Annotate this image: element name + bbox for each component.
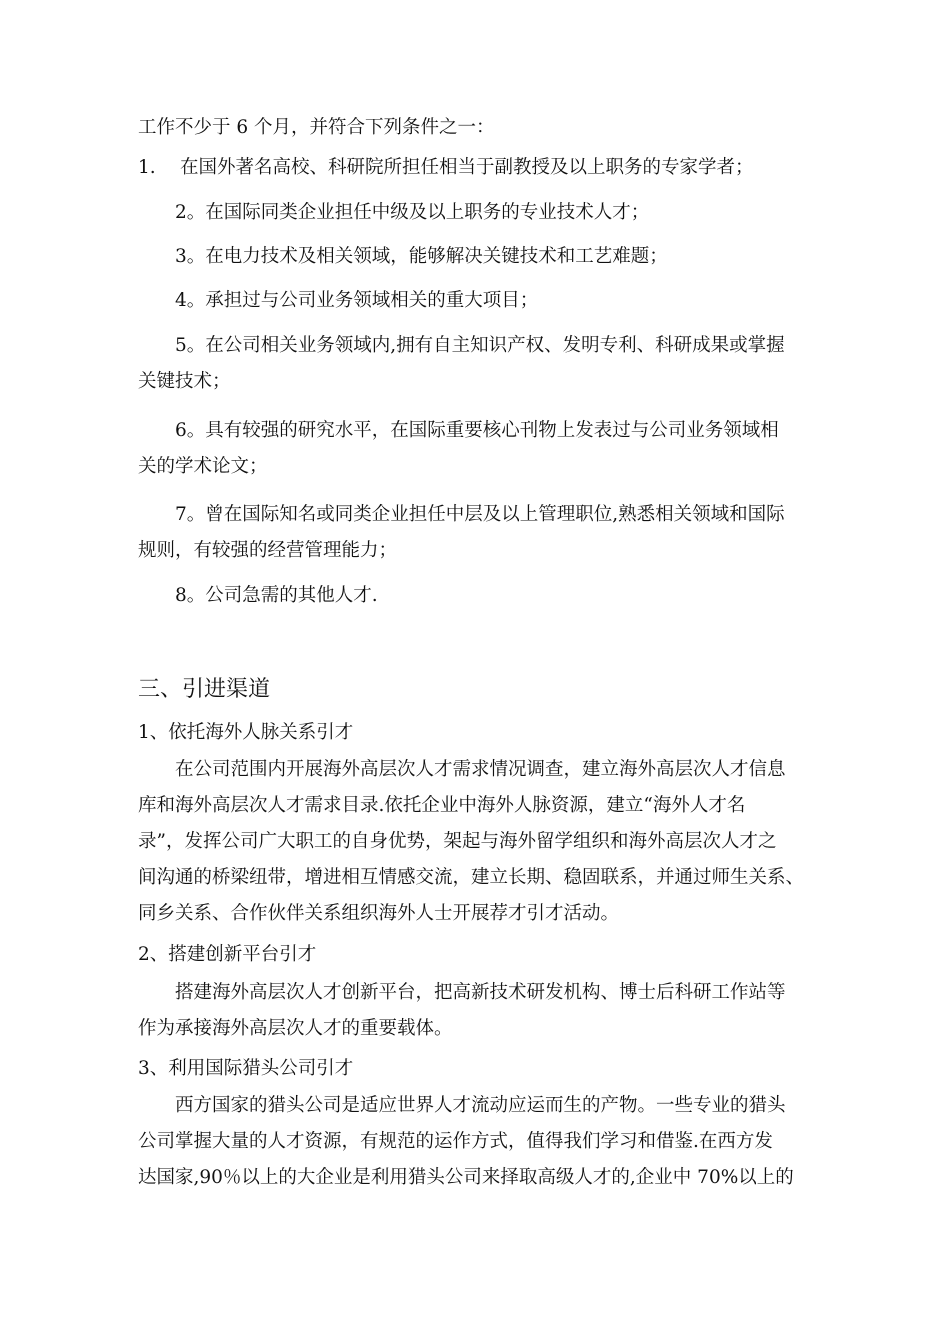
criteria-item-1: 1. 在国外著名高校、科研院所担任相当于副教授及以上职务的专家学者； — [138, 157, 754, 178]
criteria-item-7-line-2: 规则，有较强的经营管理能力； — [138, 540, 398, 561]
criteria-item-6-line-2: 关的学术论文； — [138, 456, 268, 477]
subsection-3-line-3: 达国家,90％以上的大企业是利用猎头公司来择取高级人才的,企业中 70%以上的 — [138, 1167, 794, 1188]
subsection-1-line-1: 在公司范围内开展海外高层次人才需求情况调查，建立海外高层次人才信息 — [175, 759, 786, 780]
criteria-item-6-line-1: 6。具有较强的研究水平，在国际重要核心刊物上发表过与公司业务领域相 — [175, 420, 779, 441]
criteria-item-8: 8。公司急需的其他人才. — [175, 585, 378, 606]
subsection-2-line-1: 搭建海外高层次人才创新平台，把高新技术研发机构、博士后科研工作站等 — [175, 982, 786, 1003]
criteria-item-4: 4。承担过与公司业务领域相关的重大项目； — [175, 290, 539, 311]
subsection-1-line-2: 库和海外高层次人才需求目录.依托企业中海外人脉资源，建立“海外人才名 — [138, 795, 746, 816]
criteria-item-7-line-1: 7。曾在国际知名或同类企业担任中层及以上管理职位,熟悉相关领域和国际 — [175, 504, 785, 525]
section-title: 三、引进渠道 — [138, 677, 271, 702]
criteria-item-3: 3。在电力技术及相关领域，能够解决关键技术和工艺难题； — [175, 246, 668, 267]
subsection-1-line-5: 同乡关系、合作伙伴关系组织海外人士开展荐才引才活动。 — [138, 903, 620, 924]
subsection-3-line-2: 公司掌握大量的人才资源，有规范的运作方式，值得我们学习和借鉴.在西方发 — [138, 1131, 773, 1152]
subsection-3-line-1: 西方国家的猎头公司是适应世界人才流动应运而生的产物。一些专业的猎头 — [175, 1095, 786, 1116]
criteria-intro: 工作不少于 6 个月，并符合下列条件之一： — [138, 117, 495, 138]
criteria-item-5-line-2: 关键技术； — [138, 371, 231, 392]
criteria-item-2: 2。在国际同类企业担任中级及以上职务的专业技术人才； — [175, 202, 650, 223]
subsection-2-line-2: 作为承接海外高层次人才的重要载体。 — [138, 1018, 453, 1039]
subsection-1-line-3: 录”，发挥公司广大职工的自身优势，架起与海外留学组织和海外高层次人才之 — [138, 831, 777, 852]
subsection-1-title: 1、依托海外人脉关系引才 — [138, 722, 354, 743]
subsection-3-title: 3、利用国际猎头公司引才 — [138, 1058, 354, 1079]
subsection-2-title: 2、搭建创新平台引才 — [138, 944, 317, 965]
subsection-1-line-4: 间沟通的桥梁纽带，增进相互情感交流，建立长期、稳固联系，并通过师生关系、 — [138, 867, 805, 888]
criteria-item-5-line-1: 5。在公司相关业务领域内,拥有自主知识产权、发明专利、科研成果或掌握 — [175, 335, 785, 356]
